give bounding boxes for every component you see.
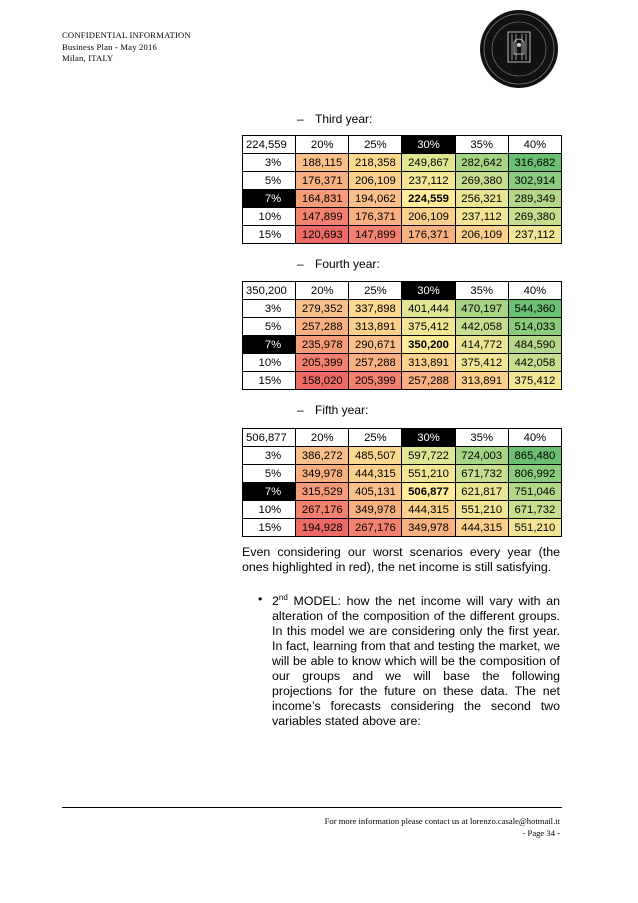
column-header: 30% — [402, 429, 455, 447]
table-cell: 514,033 — [508, 318, 561, 336]
table-cell: 205,399 — [349, 372, 402, 390]
table-row — [243, 190, 562, 208]
table-cell: 267,176 — [296, 501, 349, 519]
table-row — [243, 483, 562, 501]
column-header: 40% — [508, 282, 561, 300]
table-cell: 315,529 — [296, 483, 349, 501]
table-cell: 206,109 — [349, 172, 402, 190]
dash-marker: – — [297, 112, 304, 126]
row-header: 5% — [243, 172, 296, 190]
table-cell: 267,176 — [349, 519, 402, 537]
table-row — [243, 208, 562, 226]
row-header: 10% — [243, 501, 296, 519]
table-cell: 289,349 — [508, 190, 561, 208]
row-header: 15% — [243, 519, 296, 537]
table-corner-value: 350,200 — [243, 282, 296, 300]
fifth-year-title: Fifth year: — [315, 403, 369, 417]
table-cell: 551,210 — [402, 465, 455, 483]
table-cell: 206,109 — [402, 208, 455, 226]
table-cell: 256,321 — [455, 190, 508, 208]
table-row — [243, 154, 562, 172]
table-cell: 257,288 — [402, 372, 455, 390]
table-cell: 176,371 — [296, 172, 349, 190]
table-cell: 158,020 — [296, 372, 349, 390]
table-cell: 544,360 — [508, 300, 561, 318]
table-cell: 414,772 — [455, 336, 508, 354]
table-cell: 349,978 — [296, 465, 349, 483]
table-cell: 375,412 — [508, 372, 561, 390]
table-cell: 279,352 — [296, 300, 349, 318]
table-cell: 671,732 — [508, 501, 561, 519]
table-cell: 237,112 — [455, 208, 508, 226]
column-header: 30% — [402, 136, 455, 154]
table-cell: 401,444 — [402, 300, 455, 318]
company-seal-logo — [478, 8, 560, 90]
column-header: 25% — [349, 429, 402, 447]
row-header: 10% — [243, 354, 296, 372]
column-header: 35% — [455, 429, 508, 447]
table-row — [243, 465, 562, 483]
table-cell: 349,978 — [402, 519, 455, 537]
table-cell: 313,891 — [349, 318, 402, 336]
footer-contact: For more information please contact us at lorenzo.casale@hotmail.it — [324, 816, 560, 826]
model-description: MODEL: how the net income will vary with an alteration of the composition of the different groups. In this model we are considering only the first year. In fact, learning from that and testing the market, we will be able to know which will be the composition of our groups and we will base the following projections for the future on these data. The net income’s forecasts considering the second two variables stated above are: — [272, 594, 560, 729]
table-cell: 444,315 — [455, 519, 508, 537]
column-header: 20% — [296, 136, 349, 154]
table-cell: 224,559 — [402, 190, 455, 208]
table-row — [243, 447, 562, 465]
column-header: 35% — [455, 282, 508, 300]
table-cell: 724,003 — [455, 447, 508, 465]
table-cell: 671,732 — [455, 465, 508, 483]
table-cell: 257,288 — [349, 354, 402, 372]
table-cell: 147,899 — [296, 208, 349, 226]
table-cell: 176,371 — [349, 208, 402, 226]
row-header: 7% — [243, 336, 296, 354]
table-header-row — [243, 429, 562, 447]
table-cell: 237,112 — [508, 226, 561, 244]
row-header: 3% — [243, 447, 296, 465]
header-plan-date: Business Plan - May 2016 — [62, 41, 158, 52]
table-row — [243, 172, 562, 190]
row-header: 15% — [243, 372, 296, 390]
table-cell: 621,817 — [455, 483, 508, 501]
table-cell: 806,992 — [508, 465, 561, 483]
table-cell: 375,412 — [455, 354, 508, 372]
row-header: 5% — [243, 318, 296, 336]
table-row — [243, 519, 562, 537]
column-header: 25% — [349, 282, 402, 300]
fourth-year-table — [242, 281, 562, 390]
table-row — [243, 226, 562, 244]
column-header: 25% — [349, 136, 402, 154]
table-cell: 164,831 — [296, 190, 349, 208]
table-cell: 375,412 — [402, 318, 455, 336]
footer-divider — [62, 807, 562, 808]
third-year-heading — [297, 112, 372, 126]
table-cell: 405,131 — [349, 483, 402, 501]
table-cell: 188,115 — [296, 154, 349, 172]
table-cell: 194,928 — [296, 519, 349, 537]
model-ordinal: nd — [278, 593, 288, 602]
page-number: - Page 34 - — [522, 827, 560, 838]
table-cell: 485,507 — [349, 447, 402, 465]
table-cell: 349,978 — [349, 501, 402, 519]
table-cell: 316,682 — [508, 154, 561, 172]
table-cell: 313,891 — [455, 372, 508, 390]
table-cell: 442,058 — [508, 354, 561, 372]
fifth-year-heading — [297, 403, 368, 417]
table-cell: 257,288 — [296, 318, 349, 336]
table-header-row — [243, 136, 562, 154]
table-cell: 235,978 — [296, 336, 349, 354]
table-cell: 484,590 — [508, 336, 561, 354]
fifth-year-table — [242, 428, 562, 537]
table-cell: 386,272 — [296, 447, 349, 465]
table-corner-value: 224,559 — [243, 136, 296, 154]
row-header: 5% — [243, 465, 296, 483]
model-number: 2 — [272, 594, 279, 609]
second-model-paragraph — [272, 590, 560, 729]
fourth-year-title: Fourth year: — [315, 257, 380, 271]
table-cell: 120,693 — [296, 226, 349, 244]
table-row — [243, 354, 562, 372]
table-cell: 176,371 — [402, 226, 455, 244]
table-row — [243, 372, 562, 390]
column-header: 40% — [508, 136, 561, 154]
table-header-row — [243, 282, 562, 300]
table-cell: 444,315 — [402, 501, 455, 519]
page-header — [62, 30, 191, 65]
row-header: 7% — [243, 190, 296, 208]
header-confidential: CONFIDENTIAL INFORMATION — [62, 30, 191, 40]
page-footer — [325, 816, 560, 839]
table-cell: 302,914 — [508, 172, 561, 190]
table-cell: 865,480 — [508, 447, 561, 465]
worst-scenario-paragraph: Even considering our worst scenarios every year (the ones highlighted in red), the net income is still satisfying. — [242, 545, 560, 574]
header-location: Milan, ITALY — [62, 53, 114, 63]
column-header: 30% — [402, 282, 455, 300]
table-cell: 350,200 — [402, 336, 455, 354]
table-row — [243, 318, 562, 336]
table-cell: 282,642 — [455, 154, 508, 172]
table-cell: 269,380 — [455, 172, 508, 190]
bullet-point: • — [258, 592, 263, 606]
table-cell: 313,891 — [402, 354, 455, 372]
table-cell: 751,046 — [508, 483, 561, 501]
dash-marker: – — [297, 403, 304, 417]
row-header: 15% — [243, 226, 296, 244]
table-cell: 470,197 — [455, 300, 508, 318]
table-cell: 337,898 — [349, 300, 402, 318]
row-header: 3% — [243, 300, 296, 318]
table-cell: 290,671 — [349, 336, 402, 354]
third-year-table — [242, 135, 562, 244]
third-year-title: Third year: — [315, 112, 373, 126]
column-header: 35% — [455, 136, 508, 154]
dash-marker: – — [297, 257, 304, 271]
fourth-year-heading — [297, 257, 380, 271]
row-header: 7% — [243, 483, 296, 501]
table-cell: 147,899 — [349, 226, 402, 244]
table-cell: 551,210 — [455, 501, 508, 519]
table-cell: 205,399 — [296, 354, 349, 372]
table-corner-value: 506,877 — [243, 429, 296, 447]
table-cell: 206,109 — [455, 226, 508, 244]
table-row — [243, 336, 562, 354]
table-cell: 506,877 — [402, 483, 455, 501]
table-row — [243, 501, 562, 519]
table-cell: 597,722 — [402, 447, 455, 465]
table-cell: 551,210 — [508, 519, 561, 537]
table-cell: 237,112 — [402, 172, 455, 190]
row-header: 3% — [243, 154, 296, 172]
table-cell: 444,315 — [349, 465, 402, 483]
table-cell: 249,867 — [402, 154, 455, 172]
column-header: 40% — [508, 429, 561, 447]
table-cell: 218,358 — [349, 154, 402, 172]
table-cell: 442,058 — [455, 318, 508, 336]
table-cell: 269,380 — [508, 208, 561, 226]
table-row — [243, 300, 562, 318]
column-header: 20% — [296, 282, 349, 300]
table-cell: 194,062 — [349, 190, 402, 208]
row-header: 10% — [243, 208, 296, 226]
column-header: 20% — [296, 429, 349, 447]
